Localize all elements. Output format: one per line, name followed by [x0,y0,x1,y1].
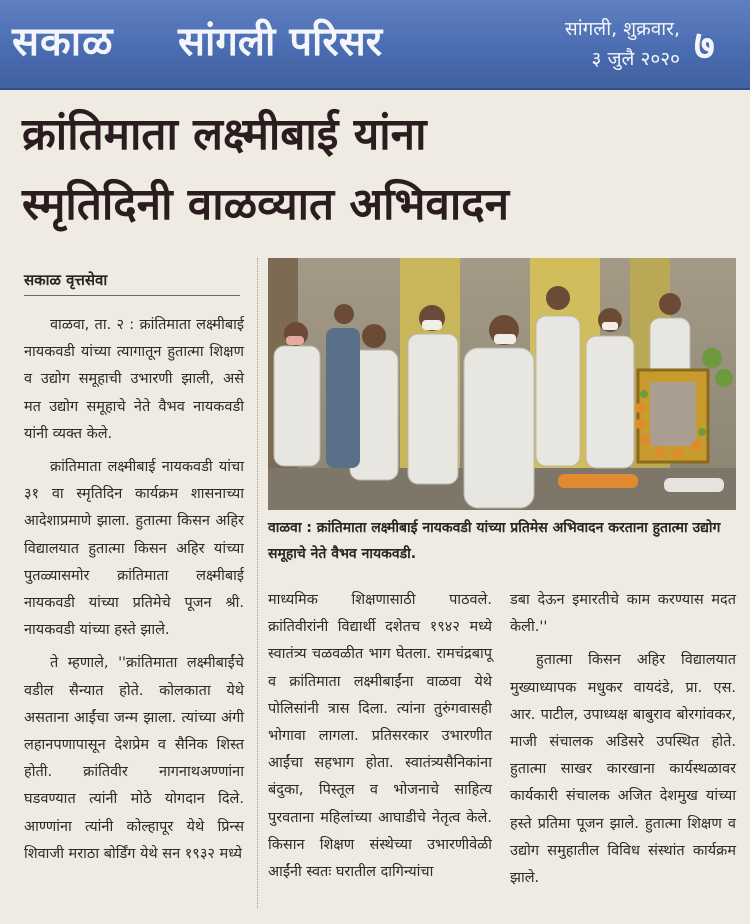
article-paragraph: ते म्हणाले, ''क्रांतिमाता लक्ष्मीबाईंचे वडील सैन्यात होते. कोलकाता येथे असताना आईंचा जन्म झाला. त्यांच्या अंगी लहानपणापासून देशप्रेम व सैनिक शिस्त होती. क्रांतिवीर नागनाथअण्णांना घडवण्यात त्यांनी मोठे योगदान दिले. आण्णांना त्यांनी कोल्हापूर येथे प्रिन्स शिवाजी मराठा बोर्डिंग येथे सन १९३२ मध्ये [24,655,244,862]
column-divider [257,258,258,908]
article-headline [22,100,742,240]
edition-date-line1: सांगली, शुक्रवार, [564,18,680,40]
article-paragraph: वाळवा, ता. २ : क्रांतिमाता लक्ष्मीबाई नायकवडी यांच्या त्यागातून हुतात्मा शिक्षण व उद्योग समूहाची उभारणी झाली, असे मत उद्योग समूहाचे नेते वैभव नायकवडी यांनी व्यक्त केले. [24,317,244,442]
article-paragraph: डबा देऊन इमारतीचे काम करण्यास मदत केली.'' [510,592,736,636]
article-column-middle [268,587,492,892]
section-title: सांगली परिसर [178,18,383,65]
news-photo [268,258,736,510]
headline-line2: स्मृतिदिनी वाळव्यात अभिवादन [22,179,510,230]
photo-illustration [268,258,736,510]
masthead [0,0,750,90]
article-paragraph: माध्यमिक शिक्षणासाठी पाठवले. क्रांतिवीरांनी विद्यार्थी दशेतच १९४२ मध्ये स्वातंत्र्य चळवळीत भाग घेतला. रामचंद्रबापू व क्रांतिमाता लक्ष्मीबाईंना वाळवा येथे पोलिसांनी त्रास दिला. त्यांना तुरुंगवासही भोगावा लागला. प्रतिसरकार उभारणीत आईंचा सहभाग होता. स्वातंत्र्यसैनिकांना बंदुका, पिस्तूल व भोजनाचे साहित्य पुरवताना महिलांच्या आघाडीचे नेतृत्व केले. किसान शिक्षण संस्थेच्या उभारणीवेळी आईंनी स्वतः घरातील दागिन्यांचा [268,592,492,881]
byline-divider [24,295,240,296]
article-paragraph: क्रांतिमाता लक्ष्मीबाई नायकवडी यांचा ३१ वा स्मृतिदिन कार्यक्रम शासनाच्या आदेशाप्रमाणे झाला. हुतात्मा किसन अहिर विद्यालयात हुतात्मा किसन अहिर यांच्या पुतळ्यासमोर क्रांतिमाता लक्ष्मीबाई नायकवडी यांच्या प्रतिमेचे पूजन श्री. नायकवडी यांच्या हस्ते झाले. [24,459,244,639]
article-paragraph: हुतात्मा किसन अहिर विद्यालयात मुख्याध्यापक मधुकर वायदंडे, प्रा. एस. आर. पाटील, उपाध्यक्ष बाबुराव बोरगांवकर, माजी संचालक अडिसरे उपस्थित होते. हुतात्मा साखर कारखाना कार्यस्थळावर कार्यकारी संचालक अजित देशमुख यांच्या हस्ते प्रतिमा पूजन झाले. हुतात्मा शिक्षण व उद्योग समुहातील विविध संस्थांत कार्यक्रम झाले. [510,652,736,887]
edition-date [520,14,680,74]
article-column-left [24,312,244,874]
byline: सकाळ वृत्तसेवा [24,271,108,289]
newspaper-brand: सकाळ [12,18,114,65]
article-column-right [510,587,736,898]
edition-date-line2: ३ जुलै २०२० [591,48,680,70]
headline-line1: क्रांतिमाता लक्ष्मीबाई यांना [22,109,427,160]
page-number: ७ [694,23,715,69]
photo-caption: वाळवा : क्रांतिमाता लक्ष्मीबाई नायकवडी यांच्या प्रतिमेस अभिवादन करताना हुतात्मा उद्योग समूहाचे नेते वैभव नायकवडी. [268,520,721,562]
